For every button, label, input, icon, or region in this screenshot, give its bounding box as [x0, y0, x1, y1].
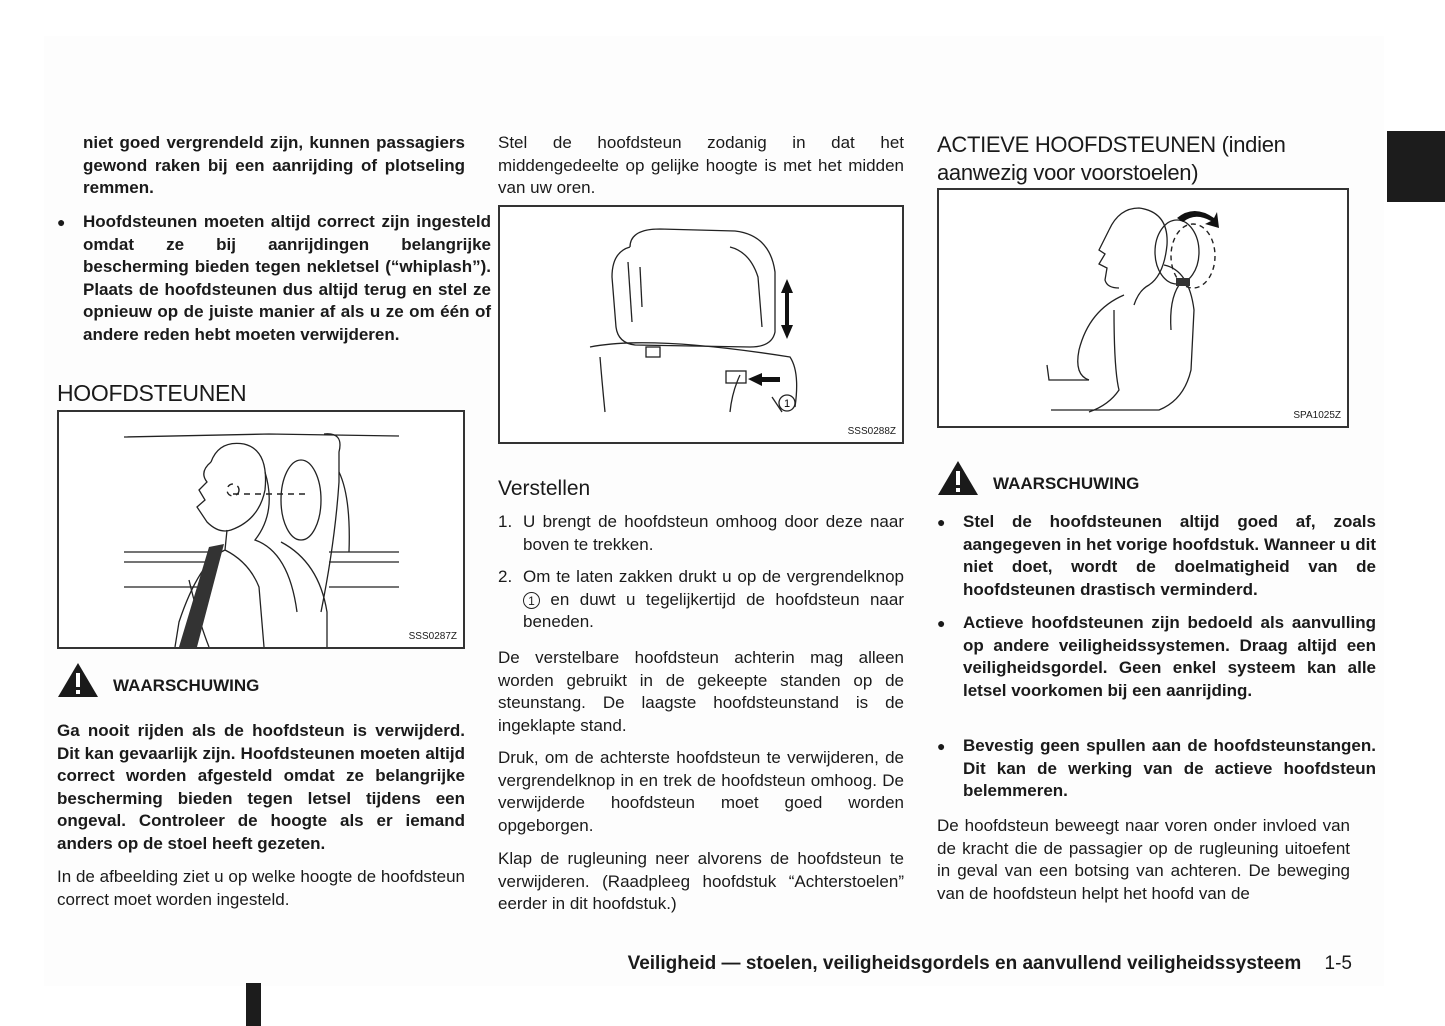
page-number: 1-5 [1324, 953, 1352, 974]
footer-section: Veiligheid — stoelen, veiligheidsgordels en aanvullend veiligheidssysteem [627, 953, 1302, 974]
warning-label: WAARSCHUWING [113, 676, 260, 695]
warning-triangle-icon [937, 460, 979, 496]
warning-label: WAARSCHUWING [993, 474, 1140, 493]
person-headrest-illustration [59, 412, 463, 647]
body-text: In de afbeelding ziet u op welke hoogte de hoofdsteun correct moet worden ingesteld. [57, 867, 465, 909]
bullet-item: ● Stel de hoofdsteunen altijd goed af, zoals aangegeven in het vorige hoofdstuk. Wanneer u dit niet doet, wordt de doelmatigheid van de hoofdsteunen drastisch verminderd. [937, 511, 1376, 601]
figure-code: SSS0288Z [847, 426, 896, 437]
paragraph: Druk, om de achterste hoofdsteun te verwijderen, de vergrendelknop in en trek de hoofdsteun omhoog. De verwijderde hoofdsteun moet goed worden opgeborgen. [498, 748, 904, 835]
paragraph: Klap de rugleuning neer alvorens de hoofdsteun te verwijderen. (Raadpleeg hoofdstuk “Achterstoelen” eerder in dit hoofdstuk.) [498, 849, 904, 914]
warning-triangle-icon [57, 662, 99, 698]
subsection-heading: Verstellen [498, 477, 591, 500]
section-heading: ACTIEVE HOOFDSTEUNEN (indien aanwezig voor voorstoelen) [937, 132, 1286, 185]
body-text: De hoofdsteun beweegt naar voren onder invloed van de kracht die de passagier op de rugleuning uitoefent in geval van een botsing van achteren. De beweging van de hoofdsteun helpt het hoofd van de [937, 816, 1350, 903]
steps-list [498, 511, 904, 634]
step-item: 1. U brengt de hoofdsteun omhoog door deze naar boven te trekken. [498, 512, 904, 554]
figure-code: SPA1025Z [1293, 410, 1341, 421]
warning-header [57, 662, 259, 698]
step-item: 2. Om te laten zakken drukt u op de vergrendelknop 1 en duwt u tegelijkertijd de hoofdsteun naar beneden. [498, 567, 904, 632]
page-footer [628, 953, 1352, 975]
intro-text: Stel de hoofdsteun zodanig in dat het middengedeelte op gelijke hoogte is met het midden van uw oren. [498, 133, 904, 198]
figure-code: SSS0287Z [408, 631, 457, 642]
bullet-item: ● Bevestig geen spullen aan de hoofdsteunstangen. Dit kan de werking van de actieve hoofdsteun belemmeren. [937, 735, 1376, 803]
active-headrest-figure [937, 188, 1349, 428]
warning-header [937, 460, 1139, 496]
bullet-item: ● Actieve hoofdsteunen zijn bedoeld als aanvulling op andere veiligheidssystemen. Draag altijd een veiligheidsgordel. Geen enkel systeem kan alle letsel voorkomen bij een aanrijding. [937, 612, 1376, 702]
headrest-adjustment-illustration [500, 207, 902, 442]
active-headrest-illustration [939, 190, 1347, 426]
headrest-figure [57, 410, 465, 649]
callout-number: 1 [783, 398, 791, 410]
warning-text: Ga nooit rijden als de hoofdsteun is verwijderd. Dit kan gevaarlijk zijn. Hoofdsteunen moeten altijd correct worden afgesteld omdat ze belangrijke bescherming bieden tegen letsel tijdens een ongeval. Controleer de hoogte als er iemand anders op de stoel heeft gezeten. [57, 721, 465, 853]
crop-mark [246, 983, 261, 1026]
section-heading: HOOFDSTEUNEN [57, 380, 247, 406]
section-tab-marker [1387, 131, 1445, 202]
bullet-item: ● Hoofdsteunen moeten altijd correct zijn ingesteld omdat ze bij aanrijdingen belangrijke bescherming bieden tegen nekletsel (“whiplash”). Plaats de hoofdsteunen dus altijd terug en stel ze opnieuw op de juiste manier af als u ze om één of andere reden hebt moeten verwijderen. [57, 211, 491, 347]
headrest-adjust-figure [498, 205, 904, 444]
intro-text: niet goed vergrendeld zijn, kunnen passagiers gewond raken bij een aanrijding of plotseling remmen. [83, 133, 465, 198]
callout-number: 1 [523, 592, 540, 609]
paragraph: De verstelbare hoofdsteun achterin mag alleen worden gebruikt in de gekeepte standen op de steunstang. De laagste hoofdsteunstand is de ingeklapte stand. [498, 648, 904, 735]
